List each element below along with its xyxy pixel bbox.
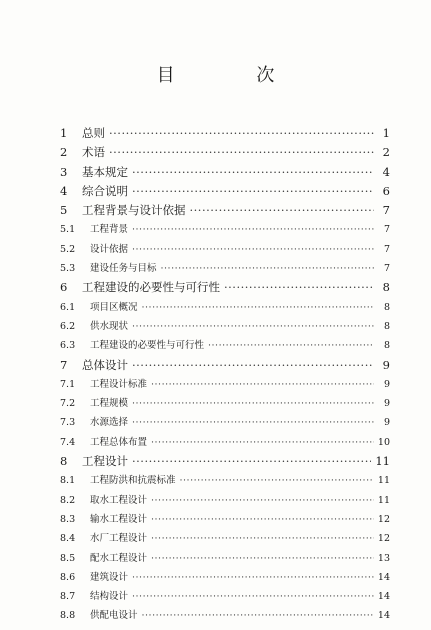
toc-dot-leader	[151, 510, 374, 529]
toc-page-number: 8	[382, 280, 390, 295]
toc-dot-leader	[151, 529, 374, 548]
toc-dot-leader	[142, 606, 374, 625]
toc-entry-number: 1	[60, 126, 68, 140]
toc-dot-leader	[151, 491, 374, 510]
toc-entry-label: 供水现状	[90, 320, 129, 332]
toc-dot-leader	[190, 201, 375, 220]
toc-section-entry[interactable]	[60, 491, 390, 510]
toc-page-number: 11	[375, 454, 390, 469]
toc-entry-label: 基本规定	[82, 164, 128, 179]
toc-entry-number: 6	[60, 280, 68, 295]
toc-dot-leader	[132, 452, 371, 471]
toc-section-entry[interactable]	[60, 529, 390, 548]
toc-chapter-entry[interactable]	[60, 278, 390, 297]
toc-page-number: 9	[382, 357, 390, 372]
toc-entry-label: 工程防洪和抗震标准	[90, 475, 176, 487]
toc-entry-number: 8.8	[60, 610, 76, 622]
toc-dot-leader	[109, 143, 374, 162]
toc-entry-label: 结构设计	[90, 591, 129, 603]
toc-page-number: 12	[377, 513, 390, 525]
toc-chapter-entry[interactable]	[60, 182, 390, 201]
toc-entry-number: 4	[60, 183, 68, 198]
toc-page-number: 11	[377, 475, 390, 487]
toc-dot-leader	[151, 433, 374, 452]
toc-entry-number: 8.6	[60, 571, 76, 583]
toc-section-entry[interactable]	[60, 413, 390, 432]
toc-entry-label: 工程背景	[90, 224, 129, 236]
toc-entry-number: 7.1	[60, 378, 76, 390]
toc-entry-label: 取水工程设计	[90, 494, 148, 506]
toc-page-number: 14	[377, 610, 390, 622]
toc-chapter-entry[interactable]	[60, 356, 390, 375]
toc-page-number: 2	[382, 145, 390, 160]
toc-page-number: 1	[382, 126, 390, 140]
toc-section-entry[interactable]	[60, 220, 390, 239]
toc-page-number: 8	[383, 301, 390, 313]
toc-page-number: 9	[383, 398, 390, 410]
toc-dot-leader	[142, 298, 374, 317]
toc-dot-leader	[180, 471, 374, 490]
toc-page-number: 9	[383, 378, 390, 390]
toc-dot-leader	[132, 182, 374, 201]
toc-entry-label: 配水工程设计	[90, 552, 148, 564]
toc-entry-number: 3	[60, 164, 68, 179]
toc-dot-leader	[132, 220, 374, 239]
toc-entry-number: 7	[60, 357, 68, 372]
toc-entry-number: 5.2	[60, 243, 76, 255]
toc-section-entry[interactable]	[60, 298, 390, 317]
toc-page-number: 14	[377, 571, 390, 583]
toc-page-number: 7	[383, 224, 390, 236]
toc-entry-label: 设计依据	[90, 243, 129, 255]
toc-page-number: 12	[377, 533, 390, 545]
toc-page-number: 13	[377, 552, 390, 564]
toc-section-entry[interactable]	[60, 568, 390, 587]
toc-page-number: 14	[377, 591, 390, 603]
toc-entry-number: 8.5	[60, 552, 76, 564]
toc-section-entry[interactable]	[60, 471, 390, 490]
toc-dot-leader	[151, 375, 374, 394]
toc-page-number: 8	[383, 340, 390, 352]
toc-entry-number: 6.2	[60, 320, 76, 332]
toc-entry-number: 2	[60, 145, 68, 160]
toc-entry-label: 供配电设计	[90, 610, 138, 622]
toc-entry-number: 5.1	[60, 224, 76, 236]
toc-entry-number: 7.3	[60, 417, 76, 429]
toc-entry-label: 建筑设计	[90, 571, 129, 583]
toc-page-number: 10	[377, 436, 390, 448]
toc-entry-label: 工程规模	[90, 398, 129, 410]
toc-entry-label: 工程建设的必要性与可行性	[90, 340, 205, 352]
toc-entry-number: 6.3	[60, 340, 76, 352]
toc-page-number: 6	[382, 183, 390, 198]
toc-entry-number: 8.7	[60, 591, 76, 603]
toc-page-number: 11	[377, 494, 390, 506]
toc-entry-number: 8.1	[60, 475, 76, 487]
toc-entry-label: 总体设计	[82, 357, 128, 372]
toc-entry-label: 输水工程设计	[90, 513, 148, 525]
toc-page-number: 9	[383, 417, 390, 429]
toc-section-entry[interactable]	[60, 240, 390, 259]
toc-entry-label: 项目区概况	[90, 301, 138, 313]
toc-section-entry[interactable]	[60, 317, 390, 336]
toc-section-entry[interactable]	[60, 549, 390, 568]
toc-dot-leader	[132, 163, 374, 182]
toc-chapter-entry[interactable]	[60, 452, 390, 471]
toc-dot-leader	[109, 124, 374, 143]
toc-section-entry[interactable]	[60, 433, 390, 452]
toc-entry-label: 建设任务与目标	[90, 263, 157, 275]
toc-entry-label: 总则	[82, 126, 105, 140]
toc-dot-leader	[151, 549, 374, 568]
toc-dot-leader	[132, 413, 374, 432]
toc-chapter-entry[interactable]	[60, 163, 390, 182]
toc-entry-label: 工程总体布置	[90, 436, 148, 448]
toc-section-entry[interactable]	[60, 587, 390, 606]
toc-chapter-entry[interactable]	[60, 143, 390, 162]
toc-dot-leader	[224, 278, 374, 297]
toc-entry-label: 工程设计标准	[90, 378, 148, 390]
toc-entry-number: 7.4	[60, 436, 76, 448]
toc-entry-number: 8.3	[60, 513, 76, 525]
table-of-contents	[60, 124, 390, 626]
toc-entry-label: 工程背景与设计依据	[82, 203, 186, 218]
toc-title: 目 次	[156, 65, 313, 86]
toc-chapter-entry[interactable]	[60, 201, 390, 220]
toc-dot-leader	[132, 587, 374, 606]
toc-entry-label: 工程建设的必要性与可行性	[82, 280, 220, 295]
toc-entry-number: 8.4	[60, 533, 76, 545]
toc-entry-label: 水源选择	[90, 417, 129, 429]
toc-section-entry[interactable]	[60, 606, 390, 625]
toc-page-number: 7	[383, 243, 390, 255]
toc-dot-leader	[132, 356, 374, 375]
toc-entry-label: 水厂工程设计	[90, 533, 148, 545]
toc-section-entry[interactable]	[60, 259, 390, 278]
toc-entry-label: 综合说明	[82, 183, 128, 198]
toc-dot-leader	[132, 240, 374, 259]
toc-page-number: 7	[382, 203, 390, 218]
toc-chapter-entry[interactable]	[60, 124, 390, 143]
toc-dot-leader	[132, 317, 374, 336]
toc-entry-number: 8	[60, 454, 68, 469]
toc-entry-number: 6.1	[60, 301, 76, 313]
toc-section-entry[interactable]	[60, 375, 390, 394]
toc-entry-number: 7.2	[60, 398, 76, 410]
toc-section-entry[interactable]	[60, 510, 390, 529]
toc-entry-number: 8.2	[60, 494, 76, 506]
toc-entry-label: 术语	[82, 145, 105, 160]
toc-section-entry[interactable]	[60, 336, 390, 355]
toc-dot-leader	[132, 568, 374, 587]
toc-dot-leader	[161, 259, 374, 278]
toc-page-number: 8	[383, 320, 390, 332]
toc-dot-leader	[132, 394, 374, 413]
toc-entry-number: 5.3	[60, 263, 76, 275]
toc-entry-label: 工程设计	[82, 454, 128, 469]
toc-entry-number: 5	[60, 203, 68, 218]
toc-page-number: 7	[383, 263, 390, 275]
toc-section-entry[interactable]	[60, 394, 390, 413]
toc-page-number: 4	[382, 164, 390, 179]
toc-dot-leader	[208, 336, 374, 355]
